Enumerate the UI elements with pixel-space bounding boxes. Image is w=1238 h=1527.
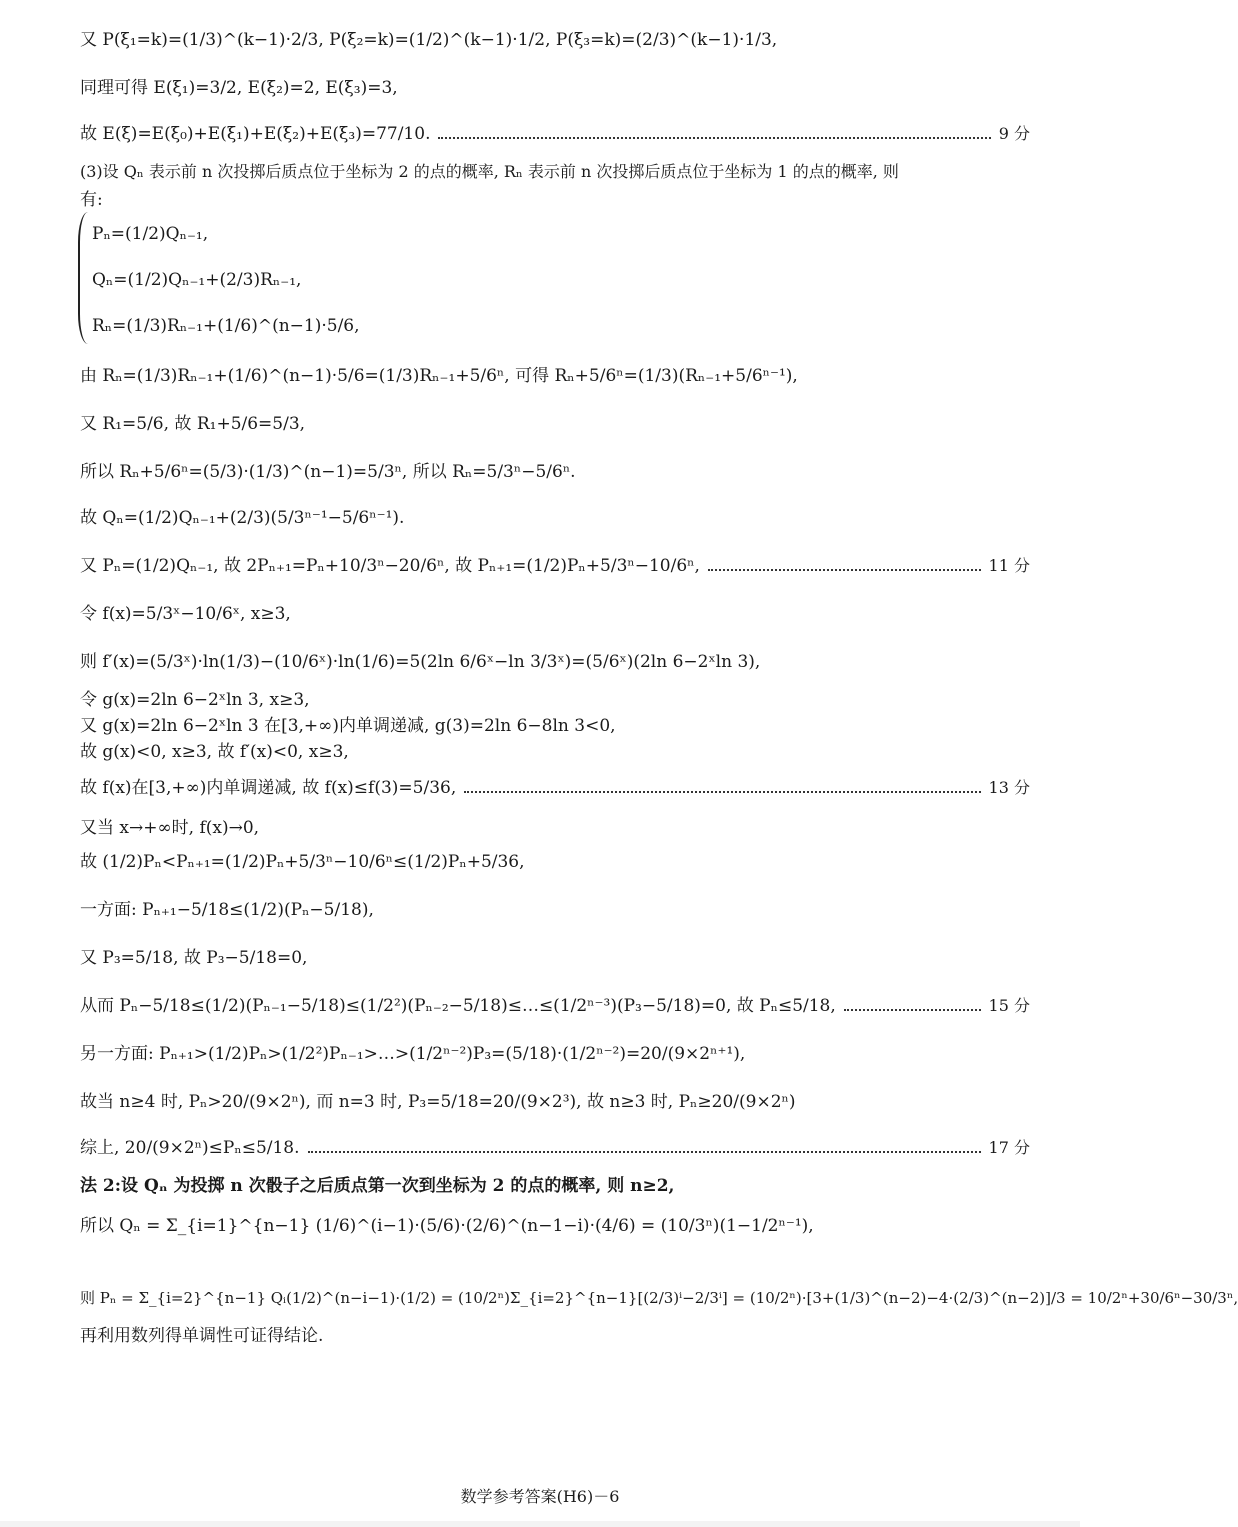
system-equation: Pₙ=(1/2)Qₙ₋₁, bbox=[92, 223, 209, 244]
solution-line-scored: 从而 Pₙ−5/18≤(1/2)(Pₙ₋₁−5/18)≤(1/2²)(Pₙ₋₂−5/18)≤…≤(1/2ⁿ⁻³)(P₃−5/18)=0, 故 Pₙ≤5/18, 15 分 bbox=[80, 995, 1030, 1016]
equation-system-brace bbox=[78, 212, 90, 344]
solution-line: 由 Rₙ=(1/3)Rₙ₋₁+(1/6)^(n−1)·5/6=(1/3)Rₙ₋₁+5/6ⁿ, 可得 Rₙ+5/6ⁿ=(1/3)(Rₙ₋₁+5/6ⁿ⁻¹), bbox=[80, 365, 798, 386]
score-mark: 11 分 bbox=[988, 556, 1030, 575]
solution-line: 所以 Rₙ+5/6ⁿ=(5/3)·(1/3)^(n−1)=5/3ⁿ, 所以 Rₙ=5/3ⁿ−5/6ⁿ. bbox=[80, 461, 576, 482]
page-footer: 数学参考答案(H6)－6 bbox=[460, 1487, 620, 1506]
solution-line: 又 P(ξ₁=k)=(1/3)^(k−1)·2/3, P(ξ₂=k)=(1/2)^(k−1)·1/2, P(ξ₃=k)=(2/3)^(k−1)·1/3, bbox=[80, 29, 778, 50]
solution-line-scored: 故 E(ξ)=E(ξ₀)+E(ξ₁)+E(ξ₂)+E(ξ₃)=77/10. 9 分 bbox=[80, 123, 1030, 144]
solution-line: 又 R₁=5/6, 故 R₁+5/6=5/3, bbox=[80, 413, 306, 434]
score-mark: 17 分 bbox=[988, 1138, 1030, 1157]
solution-line: 故 (1/2)Pₙ<Pₙ₊₁=(1/2)Pₙ+5/3ⁿ−10/6ⁿ≤(1/2)Pₙ+5/36, bbox=[80, 851, 525, 872]
dot-leader bbox=[308, 1151, 981, 1153]
solution-line: 再利用数列得单调性可证得结论. bbox=[80, 1325, 324, 1346]
dot-leader bbox=[844, 1009, 981, 1011]
solution-line: 又当 x→+∞时, f(x)→0, bbox=[80, 817, 260, 838]
system-equation: Qₙ=(1/2)Qₙ₋₁+(2/3)Rₙ₋₁, bbox=[92, 269, 302, 290]
score-mark: 13 分 bbox=[988, 778, 1030, 797]
solution-line-scored: 故 f(x)在[3,+∞)内单调递减, 故 f(x)≤f(3)=5/36, 13 分 bbox=[80, 777, 1030, 798]
solution-line: 又 P₃=5/18, 故 P₃−5/18=0, bbox=[80, 947, 308, 968]
solution-line-scored: 又 Pₙ=(1/2)Qₙ₋₁, 故 2Pₙ₊₁=Pₙ+10/3ⁿ−20/6ⁿ, 故 Pₙ₊₁=(1/2)Pₙ+5/3ⁿ−10/6ⁿ, 11 分 bbox=[80, 555, 1030, 576]
solution-line: 有: bbox=[80, 189, 103, 210]
dot-leader bbox=[708, 569, 981, 571]
page-bottom-edge bbox=[0, 1521, 1080, 1527]
solution-line: 一方面: Pₙ₊₁−5/18≤(1/2)(Pₙ−5/18), bbox=[80, 899, 374, 920]
solution-line: 则 f′(x)=(5/3ˣ)·ln(1/3)−(10/6ˣ)·ln(1/6)=5(2ln 6/6ˣ−ln 3/3ˣ)=(5/6ˣ)(2ln 6−2ˣln 3), bbox=[80, 651, 761, 672]
method-2-heading: 法 2:设 Qₙ 为投掷 n 次骰子之后质点第一次到坐标为 2 的点的概率, 则 n≥2, bbox=[80, 1175, 675, 1196]
solution-line: 令 f(x)=5/3ˣ−10/6ˣ, x≥3, bbox=[80, 603, 291, 624]
solution-line: 同理可得 E(ξ₁)=3/2, E(ξ₂)=2, E(ξ₃)=3, bbox=[80, 77, 398, 98]
solution-line: 故 Qₙ=(1/2)Qₙ₋₁+(2/3)(5/3ⁿ⁻¹−5/6ⁿ⁻¹). bbox=[80, 507, 405, 528]
solution-line: 则 Pₙ = Σ_{i=2}^{n−1} Qᵢ(1/2)^(n−i−1)·(1/2) = (10/2ⁿ)Σ_{i=2}^{n−1}[(2/3)ⁱ−2/3ⁱ] = (10/2ⁿ)·[3+(1/3)^(n−2)−4·(2/3)^(n−2)]/3 = 10/2ⁿ+30/6ⁿ−30/3ⁿ, bbox=[80, 1288, 1238, 1307]
solution-line-scored: 综上, 20/(9×2ⁿ)≤Pₙ≤5/18. 17 分 bbox=[80, 1137, 1030, 1158]
score-mark: 15 分 bbox=[988, 996, 1030, 1015]
system-equation: Rₙ=(1/3)Rₙ₋₁+(1/6)^(n−1)·5/6, bbox=[92, 315, 360, 336]
solution-line: 故当 n≥4 时, Pₙ>20/(9×2ⁿ), 而 n=3 时, P₃=5/18=20/(9×2³), 故 n≥3 时, Pₙ≥20/(9×2ⁿ) bbox=[80, 1091, 796, 1112]
solution-line: (3)设 Qₙ 表示前 n 次投掷后质点位于坐标为 2 的点的概率, Rₙ 表示前 n 次投掷后质点位于坐标为 1 的点的概率, 则 bbox=[80, 162, 899, 181]
solution-line: 又 g(x)=2ln 6−2ˣln 3 在[3,+∞)内单调递减, g(3)=2ln 6−8ln 3<0, bbox=[80, 715, 616, 736]
dot-leader bbox=[464, 791, 980, 793]
solution-line: 令 g(x)=2ln 6−2ˣln 3, x≥3, bbox=[80, 689, 310, 710]
solution-line: 另一方面: Pₙ₊₁>(1/2)Pₙ>(1/2²)Pₙ₋₁>…>(1/2ⁿ⁻²)P₃=(5/18)·(1/2ⁿ⁻²)=20/(9×2ⁿ⁺¹), bbox=[80, 1043, 746, 1064]
score-mark: 9 分 bbox=[998, 124, 1030, 143]
solution-line: 故 g(x)<0, x≥3, 故 f′(x)<0, x≥3, bbox=[80, 741, 349, 762]
solution-line: 所以 Qₙ = Σ_{i=1}^{n−1} (1/6)^(i−1)·(5/6)·(2/6)^(n−1−i)·(4/6) = (10/3ⁿ)(1−1/2ⁿ⁻¹), bbox=[80, 1215, 814, 1236]
dot-leader bbox=[438, 137, 990, 139]
